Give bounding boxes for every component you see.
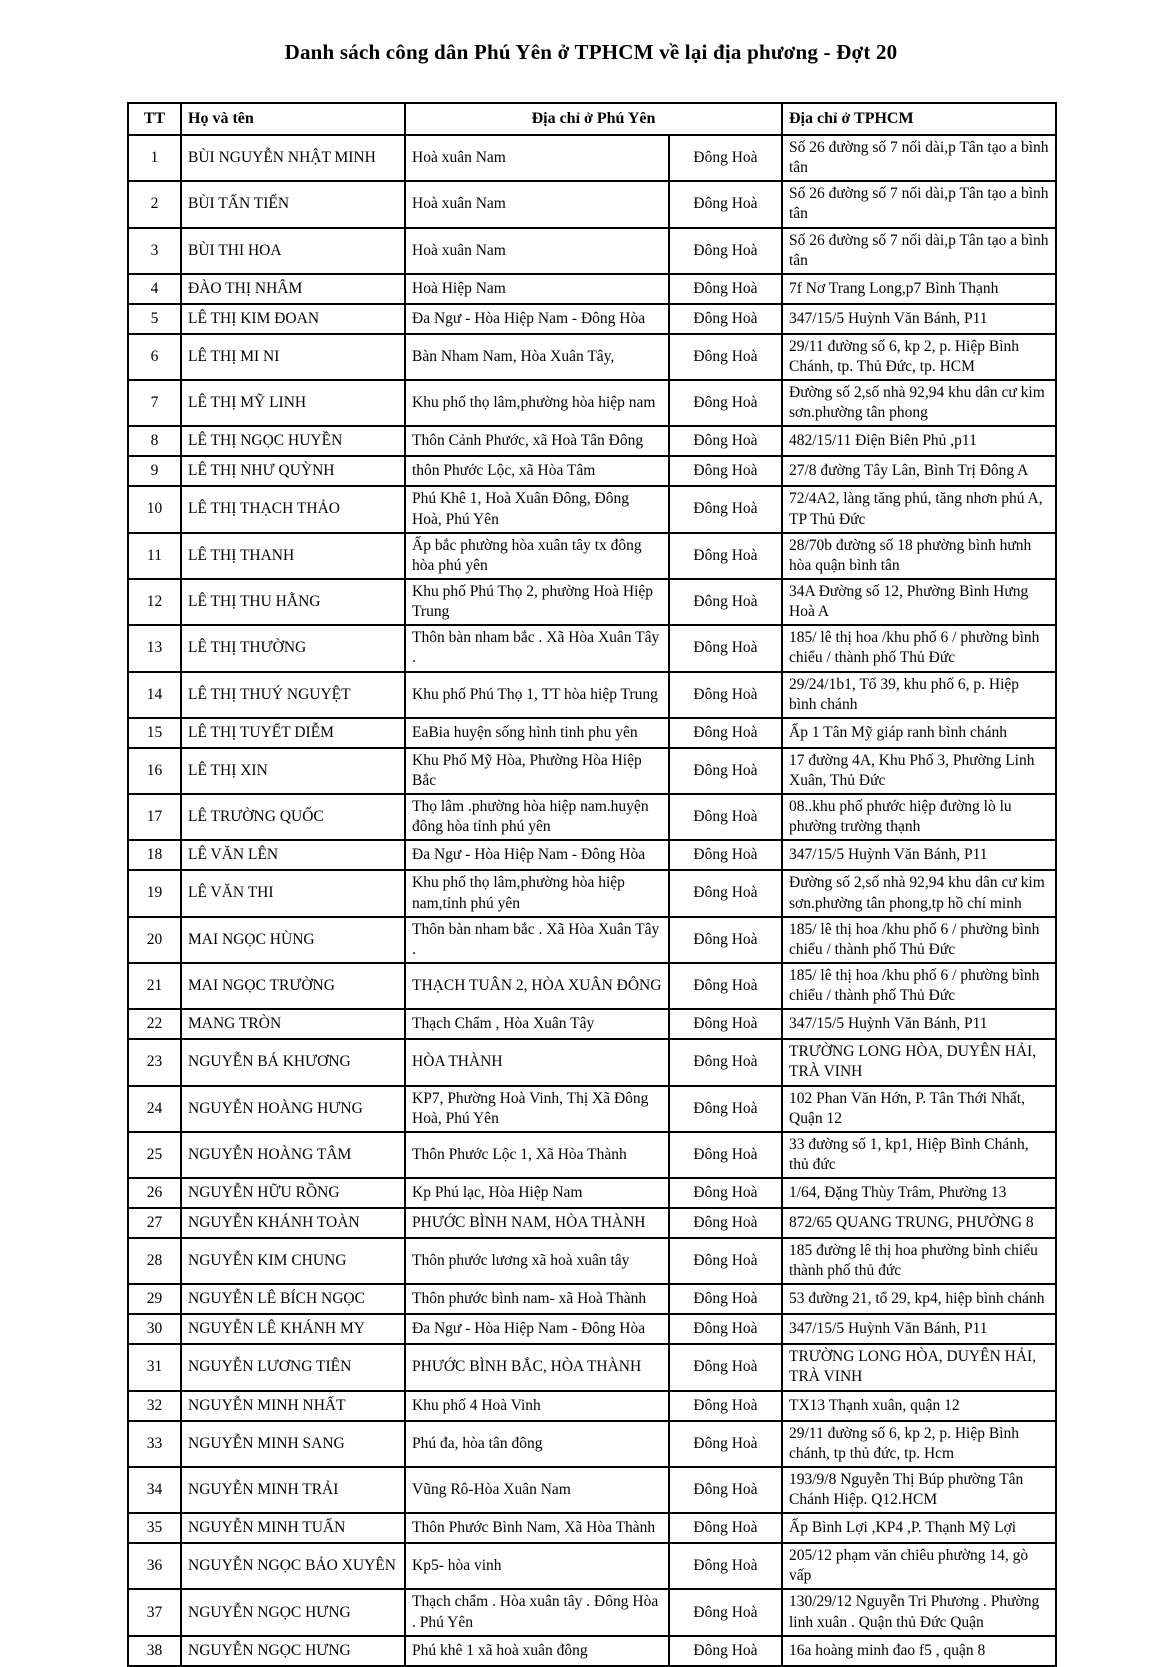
phuyen-address-cell: PHƯỚC BÌNH BẮC, HÒA THÀNH	[405, 1344, 669, 1390]
table-row	[128, 1513, 1056, 1543]
phuyen-address-cell: Thọ lâm .phường hòa hiệp nam.huyện đông hòa tỉnh phú yên	[405, 794, 669, 840]
name-cell: NGUYỄN MINH TUẤN	[181, 1513, 405, 1543]
table-row	[128, 426, 1056, 456]
name-cell: LÊ TRƯỜNG QUỐC	[181, 794, 405, 840]
phuyen-address-cell: Khu phố thọ lâm,phường hòa hiệp nam,tỉnh phú yên	[405, 870, 669, 916]
phuyen-address-cell: KP7, Phường Hoà Vinh, Thị Xã Đông Hoà, Phú Yên	[405, 1086, 669, 1132]
table-row	[128, 718, 1056, 748]
phuyen-address-cell: EaBia huyện sống hình tinh phu yên	[405, 718, 669, 748]
table-row	[128, 1086, 1056, 1132]
tphcm-address-cell: 347/15/5 Huỳnh Văn Bánh, P11	[782, 304, 1056, 334]
name-cell: LÊ THỊ XIN	[181, 748, 405, 794]
name-cell: LÊ THỊ MI NI	[181, 334, 405, 380]
row-number-cell: 37	[128, 1589, 181, 1635]
row-number-cell: 2	[128, 181, 181, 227]
table-row	[128, 135, 1056, 181]
name-cell: LÊ THỊ MỸ LINH	[181, 380, 405, 426]
tphcm-address-cell: 33 đường số 1, kp1, Hiệp Bình Chánh, thủ đức	[782, 1132, 1056, 1178]
phuyen-address-cell: THẠCH TUÂN 2, HÒA XUÂN ĐÔNG	[405, 963, 669, 1009]
district-cell: Đông Hoà	[669, 486, 782, 532]
name-cell: MAI NGỌC TRƯỜNG	[181, 963, 405, 1009]
district-cell: Đông Hoà	[669, 274, 782, 304]
district-cell: Đông Hoà	[669, 1238, 782, 1284]
district-cell: Đông Hoà	[669, 1208, 782, 1238]
row-number-cell: 5	[128, 304, 181, 334]
tphcm-address-cell: 347/15/5 Huỳnh Văn Bánh, P11	[782, 1009, 1056, 1039]
name-cell: NGUYỄN BÁ KHƯƠNG	[181, 1039, 405, 1085]
phuyen-address-cell: Thôn bàn nham bắc . Xã Hòa Xuân Tây .	[405, 917, 669, 963]
name-cell: LÊ THỊ THƯỜNG	[181, 625, 405, 671]
tphcm-address-cell: 872/65 QUANG TRUNG, PHƯỜNG 8	[782, 1208, 1056, 1238]
tphcm-address-cell: 53 đường 21, tổ 29, kp4, hiệp bình chánh	[782, 1284, 1056, 1314]
table-row	[128, 1543, 1056, 1589]
tphcm-address-cell: 29/11 đường số 6, kp 2, p. Hiệp Bình Chánh, tp. Thủ Đức, tp. HCM	[782, 334, 1056, 380]
phuyen-address-cell: Kp Phú lạc, Hòa Hiệp Nam	[405, 1178, 669, 1208]
table-row	[128, 1009, 1056, 1039]
row-number-cell: 38	[128, 1636, 181, 1666]
district-cell: Đông Hoà	[669, 334, 782, 380]
district-cell: Đông Hoà	[669, 625, 782, 671]
row-number-cell: 12	[128, 579, 181, 625]
table-row	[128, 963, 1056, 1009]
phuyen-address-cell: Đa Ngư - Hòa Hiệp Nam - Đông Hòa	[405, 840, 669, 870]
row-number-cell: 1	[128, 135, 181, 181]
tphcm-address-cell: 29/24/1b1, Tổ 39, khu phố 6, p. Hiệp bình chánh	[782, 672, 1056, 718]
header-tphcm-address: Địa chỉ ở TPHCM	[782, 103, 1056, 135]
name-cell: MAI NGỌC HÙNG	[181, 917, 405, 963]
tphcm-address-cell: 1/64, Đặng Thùy Trâm, Phường 13	[782, 1178, 1056, 1208]
table-row	[128, 1132, 1056, 1178]
name-cell: NGUYỄN NGỌC HƯNG	[181, 1636, 405, 1666]
row-number-cell: 28	[128, 1238, 181, 1284]
tphcm-address-cell: 347/15/5 Huỳnh Văn Bánh, P11	[782, 840, 1056, 870]
name-cell: LÊ THỊ THU HẰNG	[181, 579, 405, 625]
table-body	[128, 135, 1056, 1666]
tphcm-address-cell: 102 Phan Văn Hớn, P. Tân Thới Nhất, Quận 12	[782, 1086, 1056, 1132]
table-row	[128, 1467, 1056, 1513]
name-cell: NGUYỄN LÊ BÍCH NGỌC	[181, 1284, 405, 1314]
tphcm-address-cell: 17 đường 4A, Khu Phố 3, Phường Linh Xuân, Thủ Đức	[782, 748, 1056, 794]
row-number-cell: 11	[128, 533, 181, 579]
tphcm-address-cell: 27/8 đường Tây Lân, Bình Trị Đông A	[782, 456, 1056, 486]
name-cell: BÙI THI HOA	[181, 228, 405, 274]
phuyen-address-cell: Phú đa, hòa tân đông	[405, 1421, 669, 1467]
header-phu-yen-address: Địa chỉ ở Phú Yên	[405, 103, 782, 135]
district-cell: Đông Hoà	[669, 1636, 782, 1666]
name-cell: LÊ THỊ TUYẾT DIỄM	[181, 718, 405, 748]
tphcm-address-cell: TX13 Thạnh xuân, quận 12	[782, 1391, 1056, 1421]
name-cell: ĐÀO THỊ NHÂM	[181, 274, 405, 304]
citizens-table	[127, 102, 1057, 1667]
row-number-cell: 4	[128, 274, 181, 304]
district-cell: Đông Hoà	[669, 304, 782, 334]
phuyen-address-cell: Hoà Hiệp Nam	[405, 274, 669, 304]
row-number-cell: 13	[128, 625, 181, 671]
tphcm-address-cell: Ấp 1 Tân Mỹ giáp ranh bình chánh	[782, 718, 1056, 748]
phuyen-address-cell: Thôn Phước Lộc 1, Xã Hòa Thành	[405, 1132, 669, 1178]
tphcm-address-cell: 482/15/11 Điện Biên Phủ ,p11	[782, 426, 1056, 456]
district-cell: Đông Hoà	[669, 426, 782, 456]
phuyen-address-cell: Thôn Phước Bình Nam, Xã Hòa Thành	[405, 1513, 669, 1543]
row-number-cell: 10	[128, 486, 181, 532]
phuyen-address-cell: Kp5- hòa vinh	[405, 1543, 669, 1589]
table-row	[128, 625, 1056, 671]
district-cell: Đông Hoà	[669, 672, 782, 718]
table-header	[128, 103, 1056, 135]
table-row	[128, 380, 1056, 426]
tphcm-address-cell: 193/9/8 Nguyễn Thị Búp phường Tân Chánh Hiệp. Q12.HCM	[782, 1467, 1056, 1513]
table-row	[128, 672, 1056, 718]
name-cell: LÊ VĂN THI	[181, 870, 405, 916]
table-row	[128, 870, 1056, 916]
row-number-cell: 18	[128, 840, 181, 870]
row-number-cell: 8	[128, 426, 181, 456]
phuyen-address-cell: Vũng Rô-Hòa Xuân Nam	[405, 1467, 669, 1513]
district-cell: Đông Hoà	[669, 1589, 782, 1635]
tphcm-address-cell: 29/11 đường số 6, kp 2, p. Hiệp Bình chánh, tp thủ đức, tp. Hcm	[782, 1421, 1056, 1467]
table-row	[128, 1178, 1056, 1208]
tphcm-address-cell: TRƯỜNG LONG HÒA, DUYÊN HẢI, TRÀ VINH	[782, 1039, 1056, 1085]
phuyen-address-cell: Phú khê 1 xã hoà xuân đông	[405, 1636, 669, 1666]
table-row	[128, 840, 1056, 870]
table-row	[128, 1208, 1056, 1238]
tphcm-address-cell: 185/ lê thị hoa /khu phố 6 / phường bình chiểu / thành phố Thủ Đức	[782, 917, 1056, 963]
table-row	[128, 1344, 1056, 1390]
row-number-cell: 30	[128, 1314, 181, 1344]
tphcm-address-cell: Đường số 2,số nhà 92,94 khu dân cư kim sơn.phường tân phong	[782, 380, 1056, 426]
table-row	[128, 579, 1056, 625]
district-cell: Đông Hoà	[669, 1132, 782, 1178]
phuyen-address-cell: Đa Ngư - Hòa Hiệp Nam - Đông Hòa	[405, 304, 669, 334]
district-cell: Đông Hoà	[669, 1513, 782, 1543]
row-number-cell: 25	[128, 1132, 181, 1178]
tphcm-address-cell: 185/ lê thị hoa /khu phố 6 / phường bình chiểu / thành phố Thủ Đức	[782, 625, 1056, 671]
tphcm-address-cell: TRƯỜNG LONG HÒA, DUYÊN HẢI, TRÀ VINH	[782, 1344, 1056, 1390]
district-cell: Đông Hoà	[669, 1391, 782, 1421]
row-number-cell: 22	[128, 1009, 181, 1039]
phuyen-address-cell: Khu phố 4 Hoà Vinh	[405, 1391, 669, 1421]
table-row	[128, 1284, 1056, 1314]
district-cell: Đông Hoà	[669, 963, 782, 1009]
row-number-cell: 29	[128, 1284, 181, 1314]
name-cell: NGUYỄN HOÀNG TÂM	[181, 1132, 405, 1178]
tphcm-address-cell: 130/29/12 Nguyễn Tri Phương . Phường linh xuân . Quận thủ Đức Quận	[782, 1589, 1056, 1635]
table-row	[128, 181, 1056, 227]
tphcm-address-cell: Số 26 đường số 7 nối dài,p Tân tạo a bình tân	[782, 228, 1056, 274]
row-number-cell: 31	[128, 1344, 181, 1390]
phuyen-address-cell: Khu phố Phú Thọ 2, phường Hoà Hiệp Trung	[405, 579, 669, 625]
tphcm-address-cell: Số 26 đường số 7 nối dài,p Tân tạo a bình tân	[782, 135, 1056, 181]
name-cell: NGUYỄN NGỌC BẢO XUYÊN	[181, 1543, 405, 1589]
row-number-cell: 32	[128, 1391, 181, 1421]
table-row	[128, 1589, 1056, 1635]
table-row	[128, 1421, 1056, 1467]
row-number-cell: 7	[128, 380, 181, 426]
district-cell: Đông Hoà	[669, 748, 782, 794]
table-row	[128, 304, 1056, 334]
district-cell: Đông Hoà	[669, 1284, 782, 1314]
tphcm-address-cell: 185/ lê thị hoa /khu phố 6 / phường bình chiểu / thành phố Thủ Đức	[782, 963, 1056, 1009]
name-cell: NGUYỄN LƯƠNG TIÊN	[181, 1344, 405, 1390]
tphcm-address-cell: 185 đường lê thị hoa phường bình chiểu thành phố thủ đức	[782, 1238, 1056, 1284]
district-cell: Đông Hoà	[669, 1314, 782, 1344]
tphcm-address-cell: 205/12 phạm văn chiêu phường 14, gò vấp	[782, 1543, 1056, 1589]
name-cell: MANG TRÒN	[181, 1009, 405, 1039]
name-cell: NGUYỄN HOÀNG HƯNG	[181, 1086, 405, 1132]
table-row	[128, 456, 1056, 486]
header-name: Họ và tên	[181, 103, 405, 135]
name-cell: BÙI TẤN TIẾN	[181, 181, 405, 227]
district-cell: Đông Hoà	[669, 380, 782, 426]
header-tt: TT	[128, 103, 181, 135]
row-number-cell: 23	[128, 1039, 181, 1085]
district-cell: Đông Hoà	[669, 840, 782, 870]
district-cell: Đông Hoà	[669, 870, 782, 916]
district-cell: Đông Hoà	[669, 1039, 782, 1085]
table-row	[128, 748, 1056, 794]
district-cell: Đông Hoà	[669, 181, 782, 227]
district-cell: Đông Hoà	[669, 228, 782, 274]
table-row	[128, 274, 1056, 304]
phuyen-address-cell: Hoà xuân Nam	[405, 135, 669, 181]
phuyen-address-cell: Khu Phố Mỹ Hòa, Phường Hòa Hiệp Bắc	[405, 748, 669, 794]
row-number-cell: 16	[128, 748, 181, 794]
name-cell: NGUYỄN MINH SANG	[181, 1421, 405, 1467]
tphcm-address-cell: 16a hoàng minh đao f5 , quận 8	[782, 1636, 1056, 1666]
tphcm-address-cell: 08..khu phố phước hiệp đường lò lu phường trường thạnh	[782, 794, 1056, 840]
district-cell: Đông Hoà	[669, 1344, 782, 1390]
phuyen-address-cell: Ấp bắc phường hòa xuân tây tx đông hòa phú yên	[405, 533, 669, 579]
row-number-cell: 9	[128, 456, 181, 486]
tphcm-address-cell: Đường số 2,số nhà 92,94 khu dân cư kim sơn.phường tân phong,tp hồ chí minh	[782, 870, 1056, 916]
phuyen-address-cell: PHƯỚC BÌNH NAM, HÒA THÀNH	[405, 1208, 669, 1238]
name-cell: NGUYỄN KIM CHUNG	[181, 1238, 405, 1284]
district-cell: Đông Hoà	[669, 794, 782, 840]
name-cell: LÊ THỊ NHƯ QUỲNH	[181, 456, 405, 486]
row-number-cell: 21	[128, 963, 181, 1009]
phuyen-address-cell: Thôn bàn nham bắc . Xã Hòa Xuân Tây .	[405, 625, 669, 671]
page-title: Danh sách công dân Phú Yên ở TPHCM về lại địa phương - Đợt 20	[284, 40, 898, 64]
row-number-cell: 36	[128, 1543, 181, 1589]
tphcm-address-cell: 7f Nơ Trang Long,p7 Bình Thạnh	[782, 274, 1056, 304]
name-cell: LÊ THỊ THANH	[181, 533, 405, 579]
row-number-cell: 33	[128, 1421, 181, 1467]
phuyen-address-cell: Thạch chẩm . Hòa xuân tây . Đông Hòa . Phú Yên	[405, 1589, 669, 1635]
table-row	[128, 533, 1056, 579]
tphcm-address-cell: Ấp Bình Lợi ,KP4 ,P. Thạnh Mỹ Lợi	[782, 1513, 1056, 1543]
name-cell: LÊ THỊ THUÝ NGUYỆT	[181, 672, 405, 718]
row-number-cell: 6	[128, 334, 181, 380]
phuyen-address-cell: Khu phố Phú Thọ 1, TT hòa hiệp Trung	[405, 672, 669, 718]
district-cell: Đông Hoà	[669, 135, 782, 181]
table-row	[128, 486, 1056, 532]
header-row	[128, 103, 1056, 135]
table-row	[128, 334, 1056, 380]
phuyen-address-cell: Thôn Cảnh Phước, xã Hoà Tân Đông	[405, 426, 669, 456]
table-row	[128, 228, 1056, 274]
row-number-cell: 3	[128, 228, 181, 274]
phuyen-address-cell: Thôn phước bình nam- xã Hoà Thành	[405, 1284, 669, 1314]
table-row	[128, 917, 1056, 963]
table-row	[128, 1314, 1056, 1344]
row-number-cell: 27	[128, 1208, 181, 1238]
name-cell: LÊ THỊ THẠCH THẢO	[181, 486, 405, 532]
table-row	[128, 794, 1056, 840]
phuyen-address-cell: Bàn Nham Nam, Hòa Xuân Tây,	[405, 334, 669, 380]
district-cell: Đông Hoà	[669, 533, 782, 579]
district-cell: Đông Hoà	[669, 1086, 782, 1132]
name-cell: NGUYỄN NGỌC HƯNG	[181, 1589, 405, 1635]
phuyen-address-cell: Hoà xuân Nam	[405, 228, 669, 274]
table-row	[128, 1391, 1056, 1421]
row-number-cell: 26	[128, 1178, 181, 1208]
district-cell: Đông Hoà	[669, 1543, 782, 1589]
phuyen-address-cell: Đa Ngư - Hòa Hiệp Nam - Đông Hòa	[405, 1314, 669, 1344]
district-cell: Đông Hoà	[669, 917, 782, 963]
district-cell: Đông Hoà	[669, 1421, 782, 1467]
name-cell: LÊ VĂN LÊN	[181, 840, 405, 870]
name-cell: NGUYỄN KHÁNH TOÀN	[181, 1208, 405, 1238]
name-cell: BÙI NGUYỄN NHẬT MINH	[181, 135, 405, 181]
district-cell: Đông Hoà	[669, 579, 782, 625]
name-cell: NGUYỄN LÊ KHÁNH MY	[181, 1314, 405, 1344]
name-cell: NGUYỄN HỮU RỒNG	[181, 1178, 405, 1208]
district-cell: Đông Hoà	[669, 1467, 782, 1513]
name-cell: LÊ THỊ KIM ĐOAN	[181, 304, 405, 334]
phuyen-address-cell: Phú Khê 1, Hoà Xuân Đông, Đông Hoà, Phú Yên	[405, 486, 669, 532]
tphcm-address-cell: 72/4A2, làng tăng phú, tăng nhơn phú A, TP Thủ Đức	[782, 486, 1056, 532]
phuyen-address-cell: HÒA THÀNH	[405, 1039, 669, 1085]
phuyen-address-cell: Thôn phước lương xã hoà xuân tây	[405, 1238, 669, 1284]
phuyen-address-cell: Hoà xuân Nam	[405, 181, 669, 227]
district-cell: Đông Hoà	[669, 718, 782, 748]
phuyen-address-cell: Thạch Chẩm , Hòa Xuân Tây	[405, 1009, 669, 1039]
phuyen-address-cell: thôn Phước Lộc, xã Hòa Tâm	[405, 456, 669, 486]
row-number-cell: 17	[128, 794, 181, 840]
tphcm-address-cell: 28/70b đường số 18 phường bình hưnh hòa quận bình tân	[782, 533, 1056, 579]
row-number-cell: 15	[128, 718, 181, 748]
name-cell: NGUYỄN MINH TRẢI	[181, 1467, 405, 1513]
name-cell: LÊ THỊ NGỌC HUYỀN	[181, 426, 405, 456]
row-number-cell: 35	[128, 1513, 181, 1543]
row-number-cell: 19	[128, 870, 181, 916]
district-cell: Đông Hoà	[669, 1009, 782, 1039]
row-number-cell: 34	[128, 1467, 181, 1513]
row-number-cell: 20	[128, 917, 181, 963]
row-number-cell: 14	[128, 672, 181, 718]
row-number-cell: 24	[128, 1086, 181, 1132]
district-cell: Đông Hoà	[669, 1178, 782, 1208]
name-cell: NGUYỄN MINH NHẤT	[181, 1391, 405, 1421]
district-cell: Đông Hoà	[669, 456, 782, 486]
phuyen-address-cell: Khu phố thọ lâm,phường hòa hiệp nam	[405, 380, 669, 426]
tphcm-address-cell: 34A Đường số 12, Phường Bình Hưng Hoà A	[782, 579, 1056, 625]
table-row	[128, 1039, 1056, 1085]
tphcm-address-cell: 347/15/5 Huỳnh Văn Bánh, P11	[782, 1314, 1056, 1344]
tphcm-address-cell: Số 26 đường số 7 nối dài,p Tân tạo a bình tân	[782, 181, 1056, 227]
table-row	[128, 1238, 1056, 1284]
table-row	[128, 1636, 1056, 1666]
